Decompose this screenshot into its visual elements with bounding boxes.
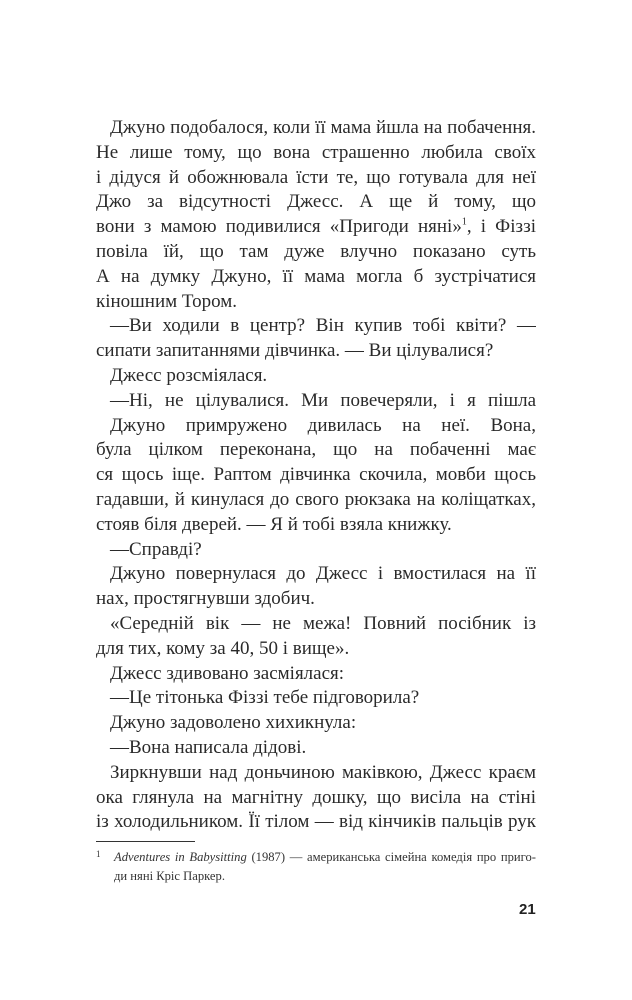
text-line: нах, простягнувши здобич. [96, 588, 315, 610]
text-line: із холодильником. Її тілом — від кінчиків пальців рук [96, 811, 536, 833]
text-line: для тих, кому за 40, 50 і вище». [96, 637, 350, 659]
footnote-film-title: Adventures in Babysitting [114, 850, 247, 864]
text-line: Джуно подобалося, коли її мама йшла на побачення. [110, 117, 536, 138]
text-line: повіла їй, що там дуже влучно показано суть [96, 240, 536, 262]
text-line: стояв біля дверей. — Я й тобі взяла книжку. [96, 513, 452, 535]
text-line: «Середній вік — не межа! Повний посібник із [110, 612, 536, 634]
text-line: А на думку Джуно, її мама могла б зустрічатися [96, 265, 536, 287]
text-line: ока глянула на магнітну дошку, що висіла на стіні [96, 786, 536, 808]
text-line: —Вона написала дідові. [110, 736, 307, 758]
text-line: —Це тітонька Фіззі тебе підговорила? [110, 687, 420, 709]
page-number: 21 [519, 901, 536, 918]
text-line: сипати запитаннями дівчинка. — Ви цілувалися? [96, 340, 494, 362]
footnote-mark: 1 [96, 849, 101, 859]
text-line: Джуно примружено дивилась на неї. Вона, [110, 414, 536, 436]
text-line: —Ви ходили в центр? Він купив тобі квіти? — [110, 315, 536, 337]
footnote-divider [96, 841, 195, 842]
text-line: Джо за відсутності Джесс. А ще й тому, що [96, 191, 536, 213]
body-text [96, 116, 536, 835]
text-line: вони з мамою подивилися «Пригоди няні»$^1$, і Фіззі [96, 216, 536, 238]
footnote [96, 848, 536, 886]
text-line: —Справді? [110, 538, 202, 560]
footnote-reference[interactable]: 1 [461, 216, 467, 228]
text-line: Джесс розсміялася. [110, 364, 268, 386]
text-line: —Ні, не цілувалися. Ми повечеряли, і я пішла [110, 389, 536, 411]
text-line: Зиркнувши над доньчиною маківкою, Джесс краєм [110, 761, 536, 783]
text-line: була цілком переконана, що на побаченні має [96, 439, 536, 461]
footnote-line-1: Adventures in Babysitting (1987) — американська сімейна комедія про приго- [114, 850, 536, 864]
text-line: кіношним Тором. [96, 290, 238, 312]
text-line: і дідуся й обожнювала їсти те, що готувала для неї [96, 166, 536, 188]
text-line: Джесс здивовано засміялася: [110, 662, 345, 684]
text-line: Джуно повернулася до Джесс і вмостилася на її [110, 563, 536, 585]
text-line: ся щось іще. Раптом дівчинка скочила, мовби щось [96, 464, 536, 486]
text-line: Джуно задоволено хихикнула: [110, 712, 357, 734]
text-line: гадавши, й кинулася до свого рюкзака на коліщатках, [96, 488, 536, 510]
footnote-line-2: ди няні Кріс Паркер. [114, 869, 225, 883]
text-line: Не лише тому, що вона страшенно любила своїх [96, 141, 536, 163]
